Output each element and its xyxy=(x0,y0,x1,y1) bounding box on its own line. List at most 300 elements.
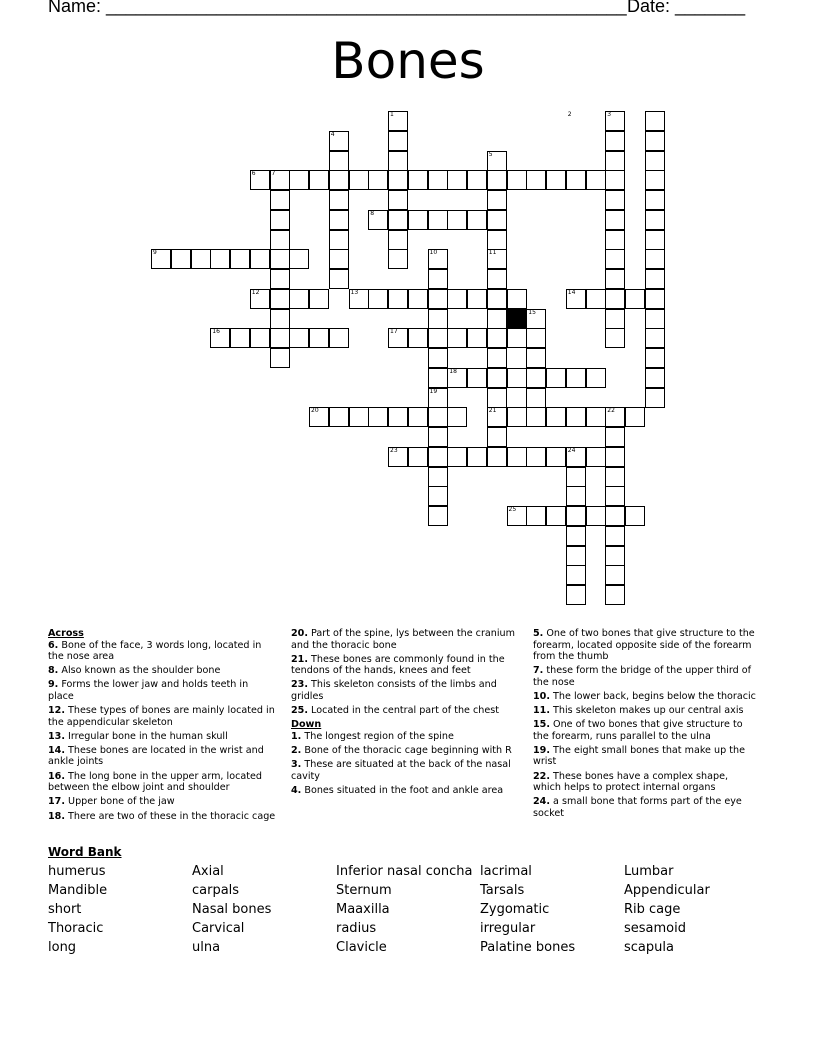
crossword-cell[interactable] xyxy=(329,190,349,210)
crossword-cell[interactable] xyxy=(605,309,625,329)
clue-number: 24. xyxy=(533,796,550,808)
crossword-cell[interactable] xyxy=(605,249,625,269)
cell-number: 17 xyxy=(390,328,398,336)
crossword-cell[interactable] xyxy=(447,328,467,348)
crossword-cell[interactable] xyxy=(526,368,546,388)
crossword-cell[interactable] xyxy=(566,170,586,190)
crossword-cell[interactable] xyxy=(507,447,527,467)
word-bank-item: Thoracic xyxy=(48,921,104,936)
crossword-cell[interactable] xyxy=(605,151,625,171)
crossword-cell[interactable] xyxy=(270,230,290,250)
crossword-cell[interactable] xyxy=(428,506,448,526)
cell-number: 2 xyxy=(567,111,572,118)
crossword-cell[interactable] xyxy=(546,506,566,526)
clue-item xyxy=(533,796,757,819)
crossword-cell[interactable] xyxy=(368,407,388,427)
clue-item xyxy=(48,811,276,823)
crossword-cell[interactable] xyxy=(408,210,428,230)
cell-number: 8 xyxy=(370,209,375,217)
crossword-cell[interactable] xyxy=(566,526,586,546)
crossword-cell[interactable] xyxy=(605,170,625,190)
crossword-cell[interactable] xyxy=(329,210,349,230)
clue-text: Located in the central part of the chest xyxy=(308,705,500,717)
crossword-cell[interactable] xyxy=(428,269,448,289)
crossword-cell[interactable] xyxy=(329,407,349,427)
crossword-cell[interactable] xyxy=(645,170,665,190)
crossword-cell[interactable] xyxy=(645,309,665,329)
crossword-cell[interactable] xyxy=(605,190,625,210)
clue-number: 9. xyxy=(48,679,59,691)
clue-text: Bone of the face, 3 words long, located in the nose area xyxy=(48,639,262,662)
crossword-cell[interactable] xyxy=(605,289,625,309)
crossword-cell[interactable] xyxy=(467,289,487,309)
crossword-cell[interactable] xyxy=(428,368,448,388)
clue-number: 2. xyxy=(291,744,302,756)
crossword-cell[interactable] xyxy=(309,289,329,309)
clue-number: 1. xyxy=(291,730,302,742)
crossword-cell[interactable] xyxy=(270,328,290,348)
clue-item xyxy=(48,796,276,808)
crossword-cell[interactable] xyxy=(605,486,625,506)
clue-text: Part of the spine, lys between the cranium and the thoracic bone xyxy=(291,628,515,651)
crossword-cell[interactable] xyxy=(408,447,428,467)
cell-number: 20 xyxy=(311,407,319,415)
crossword-cell[interactable] xyxy=(388,190,408,210)
clue-item xyxy=(533,665,757,688)
crossword-cell[interactable] xyxy=(408,170,428,190)
crossword-cell[interactable] xyxy=(566,565,586,585)
clue-text: There are two of these in the thoracic cage xyxy=(65,810,276,822)
clues-column-1 xyxy=(48,628,276,825)
crossword-cell[interactable] xyxy=(526,407,546,427)
cell-number: 16 xyxy=(212,328,220,336)
crossword-cell[interactable] xyxy=(388,210,408,230)
crossword-cell[interactable] xyxy=(586,407,606,427)
crossword-cell[interactable] xyxy=(210,249,230,269)
crossword-cell[interactable] xyxy=(487,210,507,230)
crossword-cell[interactable] xyxy=(645,368,665,388)
crossword-cell[interactable] xyxy=(368,170,388,190)
clue-text: The long bone in the upper arm, located between the elbow joint and shoulder xyxy=(48,770,262,794)
crossword-cell[interactable] xyxy=(270,309,290,329)
crossword-cell[interactable] xyxy=(645,111,665,131)
crossword-cell[interactable] xyxy=(428,210,448,230)
crossword-cell[interactable] xyxy=(428,289,448,309)
crossword-cell[interactable] xyxy=(388,289,408,309)
crossword-cell[interactable] xyxy=(487,289,507,309)
crossword-cell[interactable] xyxy=(467,328,487,348)
crossword-cell[interactable] xyxy=(566,407,586,427)
crossword-cell[interactable] xyxy=(487,190,507,210)
crossword-cell[interactable] xyxy=(447,289,467,309)
clue-item xyxy=(291,745,517,757)
cell-number: 14 xyxy=(567,288,576,296)
clue-item xyxy=(48,665,276,677)
crossword-cell[interactable] xyxy=(270,210,290,230)
crossword-cell[interactable] xyxy=(526,388,546,408)
clue-text: This skeleton consists of the limbs and gridles xyxy=(291,679,497,702)
across-heading: Across xyxy=(48,628,84,639)
crossword-cell[interactable] xyxy=(487,368,507,388)
clue-text: These are situated at the back of the nasal cavity xyxy=(291,759,511,782)
clue-number: 17. xyxy=(48,796,65,808)
cell-number: 12 xyxy=(251,288,260,296)
crossword-cell[interactable] xyxy=(645,289,665,309)
crossword-cell[interactable] xyxy=(250,328,270,348)
cell-number: 1 xyxy=(390,111,394,118)
clues-column-2 xyxy=(291,628,517,799)
word-bank-item: Inferior nasal concha xyxy=(336,864,473,879)
crossword-cell[interactable] xyxy=(605,467,625,487)
clues-column-3 xyxy=(533,628,757,822)
crossword-cell[interactable] xyxy=(428,427,448,447)
crossword-cell[interactable] xyxy=(605,546,625,566)
clue-number: 22. xyxy=(533,770,550,782)
clue-text: Also known as the shoulder bone xyxy=(58,665,221,677)
crossword-cell[interactable] xyxy=(507,368,527,388)
crossword-cell[interactable] xyxy=(388,170,408,190)
word-bank-item: irregular xyxy=(480,921,536,936)
clue-text: One of two bones that give structure to the forearm, runs parallel to the ulna xyxy=(533,719,743,742)
clue-number: 13. xyxy=(48,730,65,742)
word-bank-item: Mandible xyxy=(48,883,108,898)
crossword-cell[interactable] xyxy=(250,249,270,269)
crossword-cell[interactable] xyxy=(329,269,349,289)
across-clue-list-cont xyxy=(291,628,517,717)
crossword-cell[interactable] xyxy=(586,368,606,388)
word-bank-item: Appendicular xyxy=(624,883,710,898)
cell-number: 5 xyxy=(488,150,493,158)
crossword-cell[interactable] xyxy=(428,309,448,329)
page-title: Bones xyxy=(331,32,485,90)
crossword-cell[interactable] xyxy=(507,328,527,348)
crossword-cell[interactable] xyxy=(586,289,606,309)
clue-text: These types of bones are mainly located in the appendicular skeleton xyxy=(48,705,275,728)
word-bank-item: Rib cage xyxy=(624,902,681,917)
cell-number: 13 xyxy=(350,288,359,296)
clue-text: The longest region of the spine xyxy=(301,730,454,742)
crossword-cell[interactable] xyxy=(230,328,250,348)
crossword-cell[interactable] xyxy=(526,170,546,190)
crossword-cell[interactable] xyxy=(329,328,349,348)
crossword-cell[interactable] xyxy=(586,506,606,526)
clue-item xyxy=(533,705,757,717)
word-bank-item: Clavicle xyxy=(336,940,387,955)
clue-text: The eight small bones that make up the wrist xyxy=(533,744,745,768)
word-bank-item: radius xyxy=(336,921,377,936)
crossword-cell[interactable] xyxy=(428,467,448,487)
crossword-cell[interactable] xyxy=(270,249,290,269)
crossword-cell[interactable] xyxy=(270,190,290,210)
word-bank-item: ulna xyxy=(192,940,221,955)
cell-number: 4 xyxy=(330,130,335,138)
clue-number: 16. xyxy=(48,770,65,782)
crossword-cell[interactable] xyxy=(605,230,625,250)
crossword-cell[interactable] xyxy=(408,328,428,348)
crossword-cell[interactable] xyxy=(289,170,309,190)
crossword-cell[interactable] xyxy=(605,447,625,467)
crossword-cell[interactable] xyxy=(270,348,290,368)
crossword-cell[interactable] xyxy=(645,230,665,250)
crossword-cell[interactable] xyxy=(487,170,507,190)
crossword-cell[interactable] xyxy=(526,447,546,467)
crossword-cell[interactable] xyxy=(388,407,408,427)
crossword-cell[interactable] xyxy=(566,486,586,506)
clue-number: 15. xyxy=(533,719,550,731)
word-bank-item: Zygomatic xyxy=(480,902,550,917)
crossword-cell[interactable] xyxy=(329,249,349,269)
crossword-cell[interactable] xyxy=(388,151,408,171)
clue-number: 7. xyxy=(533,665,544,677)
clue-text: This skeleton makes up our central axis xyxy=(550,705,744,717)
crossword-cell[interactable] xyxy=(605,269,625,289)
clue-text: One of two bones that give structure to the forearm, located opposite side of the forearm from the thumb xyxy=(533,628,755,662)
cell-number: 15 xyxy=(528,308,536,316)
clue-item xyxy=(48,640,276,663)
clue-item xyxy=(533,745,757,768)
clue-item xyxy=(48,679,276,702)
crossword-cell[interactable] xyxy=(645,328,665,348)
cell-number: 22 xyxy=(607,407,615,415)
crossword-cell[interactable] xyxy=(526,328,546,348)
crossword-cell[interactable] xyxy=(487,348,507,368)
crossword-cell[interactable] xyxy=(487,447,507,467)
clue-number: 23. xyxy=(291,679,308,691)
word-bank-item: Tarsals xyxy=(480,883,525,898)
crossword-cell[interactable] xyxy=(566,467,586,487)
clue-item xyxy=(48,745,276,768)
word-bank-item: Palatine bones xyxy=(480,940,576,955)
crossword-cell[interactable] xyxy=(447,407,467,427)
crossword-cell[interactable] xyxy=(368,289,388,309)
crossword-cell[interactable] xyxy=(645,348,665,368)
cell-number: 19 xyxy=(429,387,438,395)
crossword-cell[interactable] xyxy=(388,249,408,269)
cell-number: 9 xyxy=(153,249,157,257)
clue-item xyxy=(533,771,757,794)
crossword-cell[interactable] xyxy=(487,230,507,250)
crossword-cell[interactable] xyxy=(645,151,665,171)
clue-text: These bones are located in the wrist and ankle joints xyxy=(48,744,264,768)
cell-number: 6 xyxy=(251,170,256,178)
crossword-cell[interactable] xyxy=(605,585,625,605)
crossword-cell[interactable] xyxy=(329,151,349,171)
black-square xyxy=(507,309,527,329)
word-bank-item: sesamoid xyxy=(624,921,686,936)
clue-number: 6. xyxy=(48,639,59,651)
crossword-cell[interactable] xyxy=(467,210,487,230)
crossword-cell[interactable] xyxy=(447,170,467,190)
crossword-cell[interactable] xyxy=(507,289,527,309)
clue-text: These bones are commonly found in the tendons of the hands, knees and feet xyxy=(291,653,505,677)
word-bank-item: Maaxilla xyxy=(336,902,390,917)
date-field-label: Date: _______ xyxy=(627,0,746,16)
clue-text: a small bone that forms part of the eye socket xyxy=(533,796,742,819)
crossword-cell[interactable] xyxy=(605,506,625,526)
clue-item xyxy=(291,759,517,782)
crossword-cell[interactable] xyxy=(388,230,408,250)
clue-item xyxy=(291,705,517,717)
cell-number: 25 xyxy=(508,506,517,513)
crossword-cell[interactable] xyxy=(467,368,487,388)
crossword-cell[interactable] xyxy=(428,447,448,467)
cell-number: 24 xyxy=(567,446,576,454)
cell-number: 7 xyxy=(271,170,276,178)
clue-number: 18. xyxy=(48,810,65,822)
clue-text: Upper bone of the jaw xyxy=(65,796,175,808)
crossword-cell[interactable] xyxy=(645,131,665,151)
clue-number: 8. xyxy=(48,665,59,677)
cell-number: 18 xyxy=(449,367,457,375)
cell-number: 11 xyxy=(488,249,497,257)
clue-item xyxy=(291,785,517,797)
clue-number: 10. xyxy=(533,690,550,702)
word-bank-item: Nasal bones xyxy=(192,902,272,917)
clue-item xyxy=(291,679,517,702)
crossword-cell[interactable] xyxy=(625,289,645,309)
clue-text: Bone of the thoracic cage beginning with R xyxy=(301,744,512,756)
crossword-cell[interactable] xyxy=(289,249,309,269)
word-bank-item: humerus xyxy=(48,864,106,879)
crossword-cell[interactable] xyxy=(487,309,507,329)
crossword-cell[interactable] xyxy=(487,328,507,348)
clue-item xyxy=(533,719,757,742)
crossword-cell[interactable] xyxy=(388,131,408,151)
crossword-cell[interactable] xyxy=(230,249,250,269)
clue-text: these form the bridge of the upper third of the nose xyxy=(533,665,752,688)
crossword-cell[interactable] xyxy=(428,348,448,368)
crossword-cell[interactable] xyxy=(329,230,349,250)
clue-number: 21. xyxy=(291,653,308,665)
clue-text: These bones have a complex shape, which helps to protect internal organs xyxy=(533,770,729,794)
crossword-cell[interactable] xyxy=(487,427,507,447)
crossword-cell[interactable] xyxy=(645,190,665,210)
crossword-cell[interactable] xyxy=(625,407,645,427)
crossword-cell[interactable] xyxy=(487,269,507,289)
crossword-cell[interactable] xyxy=(645,210,665,230)
crossword-cell[interactable] xyxy=(289,289,309,309)
crossword-cell[interactable] xyxy=(408,289,428,309)
crossword-cell[interactable] xyxy=(566,506,586,526)
crossword-cell[interactable] xyxy=(546,447,566,467)
crossword-cell[interactable] xyxy=(467,170,487,190)
crossword-cell[interactable] xyxy=(645,388,665,408)
clue-number: 5. xyxy=(533,628,544,639)
crossword-cell[interactable] xyxy=(428,486,448,506)
clue-item xyxy=(291,731,517,743)
clue-text: Forms the lower jaw and holds teeth in place xyxy=(48,679,249,702)
crossword-cell[interactable] xyxy=(487,388,507,408)
crossword-cell[interactable] xyxy=(625,506,645,526)
crossword-cell[interactable] xyxy=(171,249,191,269)
crossword-cell[interactable] xyxy=(526,348,546,368)
crossword-cell[interactable] xyxy=(645,269,665,289)
crossword-cell[interactable] xyxy=(349,170,369,190)
down-clue-list xyxy=(291,731,517,797)
crossword-cell[interactable] xyxy=(191,249,211,269)
down-heading: Down xyxy=(291,719,322,731)
word-bank-item: carpals xyxy=(192,883,240,898)
clue-item xyxy=(291,654,517,677)
word-bank-item: Sternum xyxy=(336,883,392,898)
crossword-cell[interactable] xyxy=(586,170,606,190)
crossword-cell[interactable] xyxy=(526,506,546,526)
word-bank-title: Word Bank xyxy=(48,845,122,859)
word-bank-item: long xyxy=(48,940,77,955)
crossword-cell[interactable] xyxy=(645,249,665,269)
clue-item xyxy=(48,771,276,794)
crossword-cell[interactable] xyxy=(605,210,625,230)
clue-text: Bones situated in the foot and ankle area xyxy=(301,784,504,796)
crossword-cell[interactable] xyxy=(566,368,586,388)
cell-number: 10 xyxy=(429,249,438,257)
crossword-cell[interactable] xyxy=(507,407,527,427)
across-clue-list xyxy=(48,640,276,823)
cell-number: 21 xyxy=(488,407,497,415)
crossword-cell[interactable] xyxy=(507,170,527,190)
clue-text: Irregular bone in the human skull xyxy=(65,730,228,742)
clue-number: 12. xyxy=(48,705,65,717)
clue-item xyxy=(533,628,757,663)
crossword-cell[interactable] xyxy=(270,289,290,309)
crossword-cell[interactable] xyxy=(546,407,566,427)
cell-number: 3 xyxy=(607,111,612,118)
clue-number: 3. xyxy=(291,759,302,771)
crossword-cell[interactable] xyxy=(289,328,309,348)
word-bank-item: Lumbar xyxy=(624,864,674,879)
word-bank-item: Axial xyxy=(192,864,224,879)
clue-number: 11. xyxy=(533,705,550,717)
clue-number: 25. xyxy=(291,705,308,717)
word-bank-item: lacrimal xyxy=(480,864,532,879)
clue-item xyxy=(48,705,276,728)
clue-item xyxy=(48,731,276,743)
crossword-cell[interactable] xyxy=(605,565,625,585)
crossword-cell[interactable] xyxy=(605,526,625,546)
clue-item xyxy=(533,691,757,703)
crossword-cell[interactable] xyxy=(546,170,566,190)
clue-number: 4. xyxy=(291,784,302,796)
crossword-cell[interactable] xyxy=(467,447,487,467)
crossword-cell[interactable] xyxy=(329,170,349,190)
word-bank-item: scapula xyxy=(624,940,674,955)
crossword-cell[interactable] xyxy=(605,328,625,348)
clue-number: 14. xyxy=(48,744,65,756)
cell-number: 23 xyxy=(390,446,398,454)
crossword-cell[interactable] xyxy=(605,131,625,151)
crossword-cell[interactable] xyxy=(270,269,290,289)
clue-text: The lower back, begins below the thoracic xyxy=(550,690,756,702)
crossword-cell[interactable] xyxy=(428,328,448,348)
crossword-cell[interactable] xyxy=(349,407,369,427)
clue-item xyxy=(291,628,517,651)
crossword-cell[interactable] xyxy=(428,407,448,427)
crossword-cell[interactable] xyxy=(309,328,329,348)
crossword-cell[interactable] xyxy=(566,546,586,566)
crossword-cell[interactable] xyxy=(546,368,566,388)
crossword-cell[interactable] xyxy=(428,170,448,190)
name-field-label: Name: ____________________________________________________ xyxy=(48,0,627,16)
crossword-cell[interactable] xyxy=(586,447,606,467)
crossword-cell[interactable] xyxy=(408,407,428,427)
crossword-cell[interactable] xyxy=(447,447,467,467)
word-bank-item: short xyxy=(48,902,82,917)
crossword-cell[interactable] xyxy=(566,585,586,605)
crossword-cell[interactable] xyxy=(309,170,329,190)
crossword-cell[interactable] xyxy=(605,427,625,447)
clue-number: 19. xyxy=(533,744,550,756)
crossword-cell[interactable] xyxy=(447,210,467,230)
